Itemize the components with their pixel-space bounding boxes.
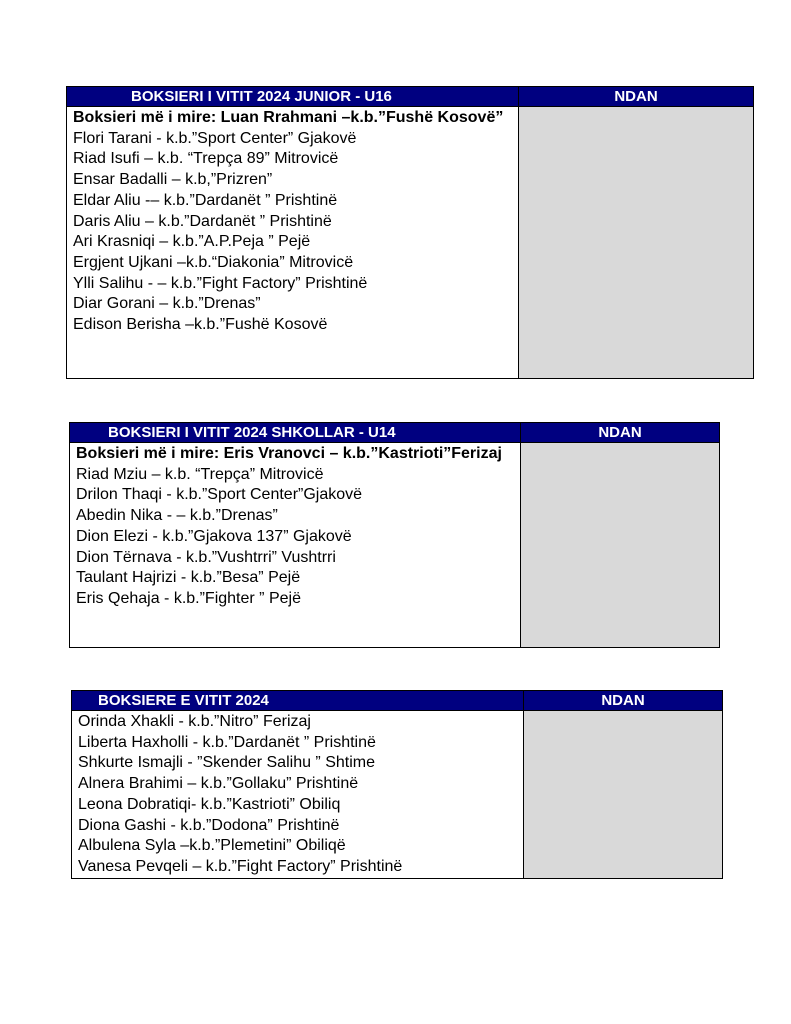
list-item: Riad Isufi – k.b. “Trepça 89” Mitrovicë bbox=[73, 150, 339, 168]
table-boksiere bbox=[71, 690, 723, 879]
table-shkollar-u14 bbox=[69, 422, 720, 648]
best-boxer: Boksieri më i mire: Luan Rrahmani –k.b.”Fushë Kosovë” bbox=[73, 109, 504, 126]
ndan-cell bbox=[519, 107, 754, 379]
list-item: Orinda Xhakli - k.b.”Nitro” Ferizaj bbox=[78, 713, 311, 730]
list-item: Drilon Thaqi - k.b.”Sport Center”Gjakovë bbox=[76, 486, 363, 504]
list-item: Taulant Hajrizi - k.b.”Besa” Pejë bbox=[76, 569, 301, 587]
list-item: Edison Berisha –k.b.”Fushë Kosovë bbox=[73, 316, 328, 334]
category-title: BOKSIERI I VITIT 2024 JUNIOR - U16 bbox=[67, 87, 519, 107]
best-boxer: Boksieri më i mire: Eris Vranovci – k.b.”Kastrioti”Ferizaj bbox=[76, 445, 502, 462]
list-item: Ergjent Ujkani –k.b.“Diakonia” Mitrovicë bbox=[73, 253, 354, 271]
list-item: Albulena Syla –k.b.”Plemetini” Obiliqë bbox=[78, 837, 346, 855]
list-item: Eris Qehaja - k.b.”Fighter ” Pejë bbox=[76, 589, 301, 607]
list-item: Abedin Nika - – k.b.”Drenas” bbox=[76, 507, 278, 525]
list-item: Ylli Salihu - – k.b.”Fight Factory” Prishtinë bbox=[73, 274, 368, 292]
nominees-row bbox=[72, 711, 723, 879]
list-item: Flori Tarani - k.b.”Sport Center” Gjakovë bbox=[73, 129, 357, 147]
list-item: Diar Gorani – k.b.”Drenas” bbox=[73, 295, 261, 313]
table-header-row bbox=[67, 87, 754, 107]
list-item: Ensar Badalli – k.b,”Prizren” bbox=[73, 171, 273, 189]
list-item: Daris Aliu – k.b.”Dardanët ” Prishtinë bbox=[73, 212, 332, 230]
nominees-cell bbox=[70, 443, 521, 648]
nominees-cell bbox=[72, 711, 524, 879]
table-header-row bbox=[70, 423, 720, 443]
ndan-header: NDAN bbox=[521, 423, 720, 443]
ndan-cell bbox=[524, 711, 723, 879]
list-item: Alnera Brahimi – k.b.”Gollaku” Prishtinë bbox=[78, 775, 359, 793]
category-title: BOKSIERE E VITIT 2024 bbox=[72, 691, 524, 711]
table-junior-u16 bbox=[66, 86, 754, 379]
list-item: Shkurte Ismajli - ”Skender Salihu ” Shtime bbox=[78, 754, 375, 772]
nominees-row bbox=[67, 107, 754, 379]
list-item: Dion Tërnava - k.b.”Vushtrri” Vushtrri bbox=[76, 548, 336, 566]
nominees-cell bbox=[67, 107, 519, 379]
table-header-row bbox=[72, 691, 723, 711]
ndan-header: NDAN bbox=[524, 691, 723, 711]
list-item: Liberta Haxholli - k.b.”Dardanët ” Prishtinë bbox=[78, 733, 376, 751]
ndan-header: NDAN bbox=[519, 87, 754, 107]
ndan-cell bbox=[521, 443, 720, 648]
nominees-list bbox=[67, 107, 518, 336]
list-item: Leona Dobratiqi- k.b.”Kastrioti” Obiliq bbox=[78, 795, 341, 813]
list-item: Vanesa Pevqeli – k.b.”Fight Factory” Prishtinë bbox=[78, 857, 403, 875]
list-item: Riad Mziu – k.b. “Trepça” Mitrovicë bbox=[76, 465, 324, 483]
list-item: Ari Krasniqi – k.b.”A.P.Peja ” Pejë bbox=[73, 233, 311, 251]
nominees-row bbox=[70, 443, 720, 648]
nominees-list bbox=[70, 443, 520, 610]
list-item: Dion Elezi - k.b.”Gjakova 137” Gjakovë bbox=[76, 527, 352, 545]
list-item: Eldar Aliu -– k.b.”Dardanët ” Prishtinë bbox=[73, 191, 338, 209]
nominees-list bbox=[72, 711, 523, 878]
category-title: BOKSIERI I VITIT 2024 SHKOLLAR - U14 bbox=[70, 423, 521, 443]
list-item: Diona Gashi - k.b.”Dodona” Prishtinë bbox=[78, 816, 340, 834]
